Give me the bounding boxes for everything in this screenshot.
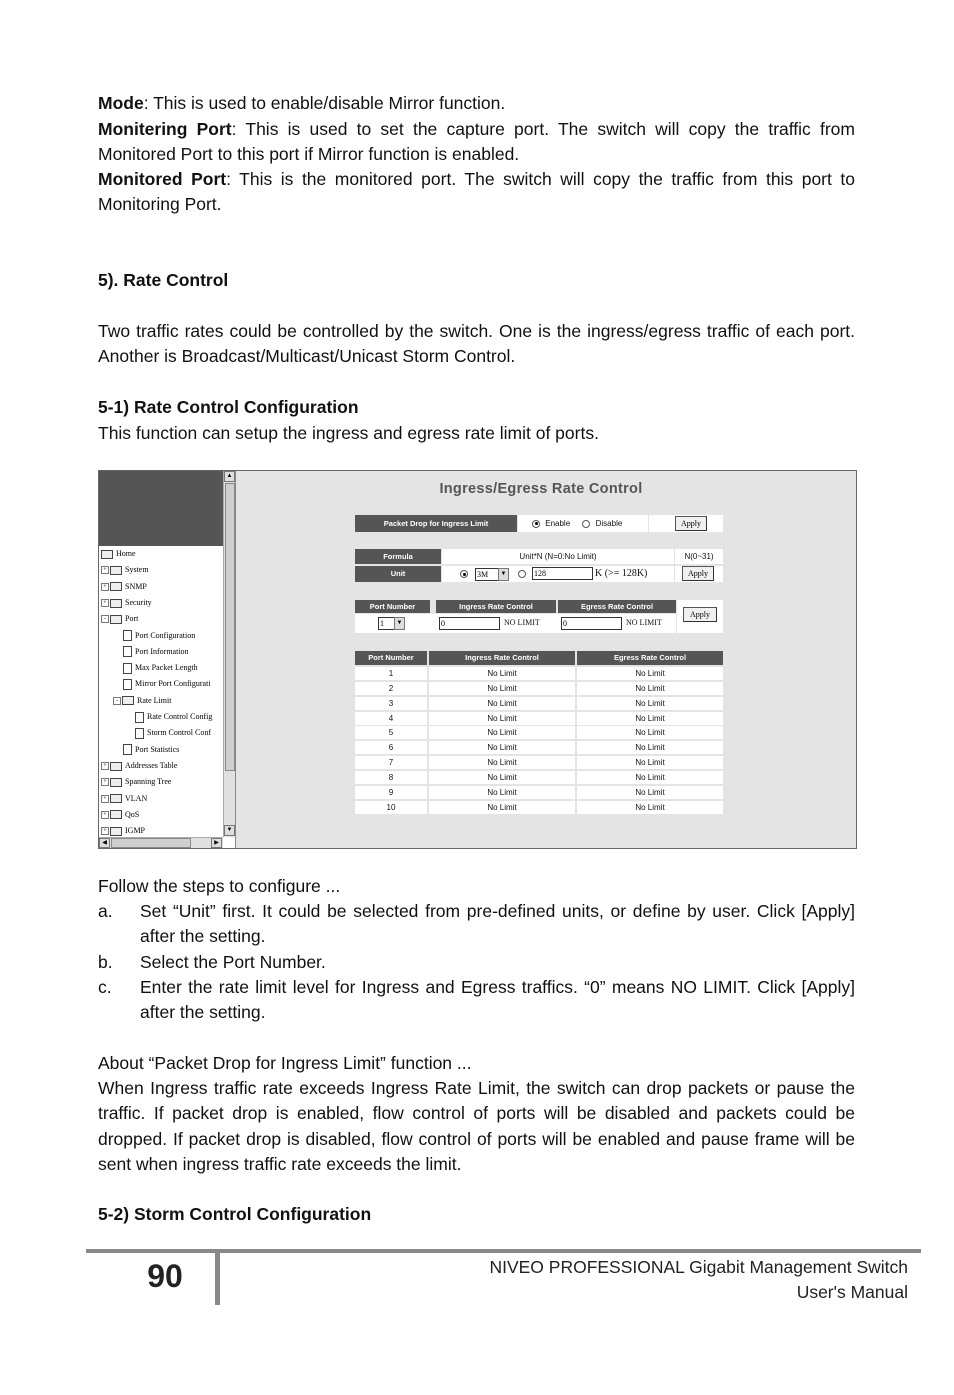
folder-icon xyxy=(101,550,113,559)
monitored-paragraph xyxy=(98,167,855,218)
folder-icon xyxy=(110,778,122,787)
tree-item[interactable] xyxy=(125,711,212,723)
expand-icon[interactable]: + xyxy=(101,762,109,770)
port-select-value: 1 xyxy=(380,619,384,628)
page-number: 90 xyxy=(147,1258,183,1294)
tree-item-label: VLAN xyxy=(125,793,148,803)
page-icon xyxy=(135,712,144,723)
nav-banner xyxy=(99,471,223,546)
expand-icon[interactable]: + xyxy=(101,599,109,607)
about-body: When Ingress traffic rate exceeds Ingress Rate Limit, the switch can drop packets or pause the traffic. If packet drop is enabled, flow control of ports will be disabled and packets could be dropped. If packet drop is disabled, flow control of ports will be enabled and pause frame will be sent when ingress traffic rate exceeds the limit. xyxy=(98,1078,855,1174)
expand-icon[interactable]: + xyxy=(101,566,109,574)
monitering-paragraph xyxy=(98,117,855,168)
mode-term: Mode xyxy=(98,93,144,113)
page-icon xyxy=(123,630,132,641)
unit-custom-suffix: K (>= 128K) xyxy=(595,568,648,579)
unit-custom-radio[interactable] xyxy=(518,570,526,578)
step-c: Enter the rate limit level for Ingress and Egress traffics. “0” means NO LIMIT. Click [Apply] after the setting. xyxy=(140,977,855,1023)
tree-item[interactable] xyxy=(101,809,139,821)
expand-icon[interactable]: + xyxy=(101,778,109,786)
tree-item-label: Port xyxy=(125,614,139,624)
expand-icon[interactable]: + xyxy=(101,827,109,835)
footer-rule xyxy=(86,1249,921,1253)
scroll-down-icon[interactable]: ▼ xyxy=(224,825,235,836)
tree-item-label: Addresses Table xyxy=(125,760,178,770)
tree-item-label: System xyxy=(125,565,149,575)
tree-item[interactable] xyxy=(101,613,138,625)
follow-steps: Follow the steps to configure ... xyxy=(98,876,341,896)
folder-icon xyxy=(110,827,122,836)
nav-pane xyxy=(99,471,236,848)
nav-horizontal-scrollbar[interactable] xyxy=(99,837,223,848)
rate-config-intro: This function can setup the ingress and egress rate limit of ports. xyxy=(98,423,599,443)
status-ingress-cell: No Limit xyxy=(429,712,575,725)
status-ingress-cell: No Limit xyxy=(429,667,575,680)
expand-icon[interactable]: + xyxy=(101,583,109,591)
tree-item[interactable] xyxy=(113,662,198,674)
tree-item-label: Rate Limit xyxy=(137,695,172,705)
monitored-term: Monitored Port xyxy=(98,169,227,189)
tree-item[interactable] xyxy=(113,646,189,658)
folder-icon xyxy=(110,582,122,591)
status-egress-cell: No Limit xyxy=(577,756,723,769)
status-ingress-cell: No Limit xyxy=(429,786,575,799)
enable-radio[interactable] xyxy=(532,520,540,528)
monitering-desc: : This is used to set the capture port. The switch will copy the traffic from Monitored Port to this port if Mirror function is enabled. xyxy=(98,119,855,165)
content-pane xyxy=(236,471,856,848)
port-dropdown-icon[interactable]: ▼ xyxy=(394,617,405,630)
status-egress-cell: No Limit xyxy=(577,697,723,710)
page-icon xyxy=(123,744,132,755)
folder-icon xyxy=(110,762,122,771)
page-icon xyxy=(135,728,144,739)
tree-item-label: Port Information xyxy=(135,646,189,656)
tree-item-label: SNMP xyxy=(125,581,147,591)
status-port-cell: 8 xyxy=(355,771,427,784)
formula-value: Unit*N (N=0:No Limit) xyxy=(442,549,674,564)
tree-item[interactable] xyxy=(101,597,152,609)
unit-custom-input[interactable]: 128 xyxy=(532,567,593,580)
tree-item[interactable] xyxy=(101,581,147,593)
status-port-cell: 1 xyxy=(355,667,427,680)
nav-vertical-scrollbar[interactable] xyxy=(223,471,235,837)
tree-item-label: Home xyxy=(116,549,136,558)
section-heading-storm: 5-2) Storm Control Configuration xyxy=(98,1204,372,1224)
status-ingress-cell: No Limit xyxy=(429,756,575,769)
collapse-icon[interactable]: - xyxy=(113,697,121,705)
tree-item[interactable] xyxy=(101,564,149,576)
packet-drop-options xyxy=(518,515,648,532)
page-icon xyxy=(123,663,132,674)
mode-paragraph xyxy=(98,91,855,116)
tree-item-label: IGMP xyxy=(125,826,146,836)
unit-label: Unit xyxy=(355,566,441,582)
packet-drop-apply-button[interactable]: Apply xyxy=(675,516,707,531)
config-egress-header: Egress Rate Control xyxy=(558,600,676,613)
tree-item[interactable] xyxy=(113,630,195,642)
status-ingress-cell: No Limit xyxy=(429,697,575,710)
tree-item[interactable] xyxy=(101,548,136,560)
unit-select-value: 3M xyxy=(477,570,489,579)
footer-product: NIVEO PROFESSIONAL Gigabit Management Switch xyxy=(489,1257,908,1277)
status-port-cell: 3 xyxy=(355,697,427,710)
page-title: Ingress/Egress Rate Control xyxy=(439,481,643,497)
tree-item[interactable] xyxy=(125,727,211,739)
step-a-label: a. xyxy=(98,901,113,921)
folder-icon xyxy=(110,599,122,608)
status-ingress-cell: No Limit xyxy=(429,682,575,695)
status-ingress-cell: No Limit xyxy=(429,801,575,814)
scroll-up-icon[interactable]: ▲ xyxy=(224,471,235,482)
tree-item[interactable] xyxy=(113,744,179,756)
unit-dropdown-icon[interactable]: ▼ xyxy=(498,568,509,581)
status-port-cell: 10 xyxy=(355,801,427,814)
mode-desc: : This is used to enable/disable Mirror function. xyxy=(143,93,506,113)
status-egress-cell: No Limit xyxy=(577,741,723,754)
status-port-cell: 2 xyxy=(355,682,427,695)
step-c-label: c. xyxy=(98,977,112,997)
tree-item-label: Port Statistics xyxy=(135,744,180,754)
tree-item-label: Max Packet Length xyxy=(135,663,198,673)
about-heading: About “Packet Drop for Ingress Limit” function ... xyxy=(98,1053,472,1073)
status-ingress-cell: No Limit xyxy=(429,741,575,754)
scroll-right-icon[interactable]: ▶ xyxy=(211,838,222,848)
status-port-cell: 5 xyxy=(355,726,427,739)
page-icon xyxy=(123,646,132,657)
packet-drop-label: Packet Drop for Ingress Limit xyxy=(355,515,517,532)
scroll-left-icon[interactable]: ◀ xyxy=(99,838,110,848)
status-egress-header: Egress Rate Control xyxy=(577,651,723,665)
tree-item[interactable] xyxy=(101,793,147,805)
folder-icon xyxy=(110,566,122,575)
nav-scroll-thumb[interactable] xyxy=(225,483,235,771)
monitored-desc: : This is the monitored port. The switch will copy the traffic from this port to Monitoring Port. xyxy=(98,169,856,215)
formula-label: Formula xyxy=(355,549,441,564)
status-ingress-header: Ingress Rate Control xyxy=(429,651,575,665)
folder-icon xyxy=(122,696,134,705)
rate-control-intro: Two traffic rates could be controlled by the switch. One is the ingress/egress traffic of each port. Another is Broadcast/Multicast/Unicast Storm Control. xyxy=(98,321,855,367)
rate-control-screenshot xyxy=(98,470,857,849)
ingress-no-limit-label: NO LIMIT xyxy=(504,618,540,627)
folder-icon xyxy=(110,810,122,819)
folder-icon xyxy=(110,615,122,624)
status-egress-cell: No Limit xyxy=(577,682,723,695)
port-apply-button[interactable]: Apply xyxy=(683,607,717,622)
footer-manual: User's Manual xyxy=(796,1282,908,1302)
section-heading-rate-config: 5-1) Rate Control Configuration xyxy=(98,397,359,417)
disable-label: Disable xyxy=(595,519,623,528)
tree-item-label: Security xyxy=(125,597,152,607)
status-port-cell: 6 xyxy=(355,741,427,754)
expand-icon[interactable]: + xyxy=(101,795,109,803)
tree-item-label: Rate Control Config xyxy=(147,712,213,721)
config-ingress-header: Ingress Rate Control xyxy=(436,600,556,613)
egress-no-limit-label: NO LIMIT xyxy=(626,618,662,627)
tree-item[interactable] xyxy=(113,678,211,690)
tree-item-label: Spanning Tree xyxy=(125,777,172,787)
unit-preset-radio[interactable] xyxy=(460,570,468,578)
collapse-icon[interactable]: - xyxy=(101,615,109,623)
status-egress-cell: No Limit xyxy=(577,786,723,799)
step-a: Set “Unit” first. It could be selected from pre-defined units, or define by user. Click [Apply] after the setting. xyxy=(140,901,855,947)
unit-apply-button[interactable]: Apply xyxy=(682,566,714,581)
tree-item[interactable] xyxy=(113,695,171,707)
status-egress-cell: No Limit xyxy=(577,801,723,814)
section-heading-rate-control: 5). Rate Control xyxy=(98,270,229,290)
status-egress-cell: No Limit xyxy=(577,667,723,680)
ingress-input[interactable]: 0 xyxy=(439,617,500,630)
status-egress-cell: No Limit xyxy=(577,771,723,784)
formula-range: N(0~31) xyxy=(675,549,723,564)
monitering-term: Monitering Port xyxy=(98,119,232,139)
egress-input[interactable]: 0 xyxy=(561,617,622,630)
tree-item-label: Mirror Port Configurati xyxy=(135,679,211,689)
nav-hscroll-thumb[interactable] xyxy=(111,838,191,848)
step-b: Select the Port Number. xyxy=(140,952,326,972)
step-b-label: b. xyxy=(98,952,113,972)
status-port-cell: 7 xyxy=(355,756,427,769)
status-port-cell: 4 xyxy=(355,712,427,725)
status-ingress-cell: No Limit xyxy=(429,771,575,784)
page-icon xyxy=(123,679,132,690)
status-ingress-cell: No Limit xyxy=(429,726,575,739)
footer-divider xyxy=(215,1253,220,1305)
status-port-cell: 9 xyxy=(355,786,427,799)
tree-item-label: QoS xyxy=(125,809,140,819)
tree-item[interactable] xyxy=(101,825,145,837)
folder-icon xyxy=(110,794,122,803)
tree-item[interactable] xyxy=(101,760,177,772)
tree-item-label: Storm Control Conf xyxy=(147,728,212,738)
tree-item-label: Port Configuration xyxy=(135,630,196,640)
disable-radio[interactable] xyxy=(582,520,590,528)
tree-item[interactable] xyxy=(101,776,171,788)
status-port-number-header: Port Number xyxy=(355,651,427,665)
status-egress-cell: No Limit xyxy=(577,726,723,739)
status-egress-cell: No Limit xyxy=(577,712,723,725)
enable-label: Enable xyxy=(545,519,571,528)
expand-icon[interactable]: + xyxy=(101,811,109,819)
config-port-number-header: Port Number xyxy=(355,600,430,613)
